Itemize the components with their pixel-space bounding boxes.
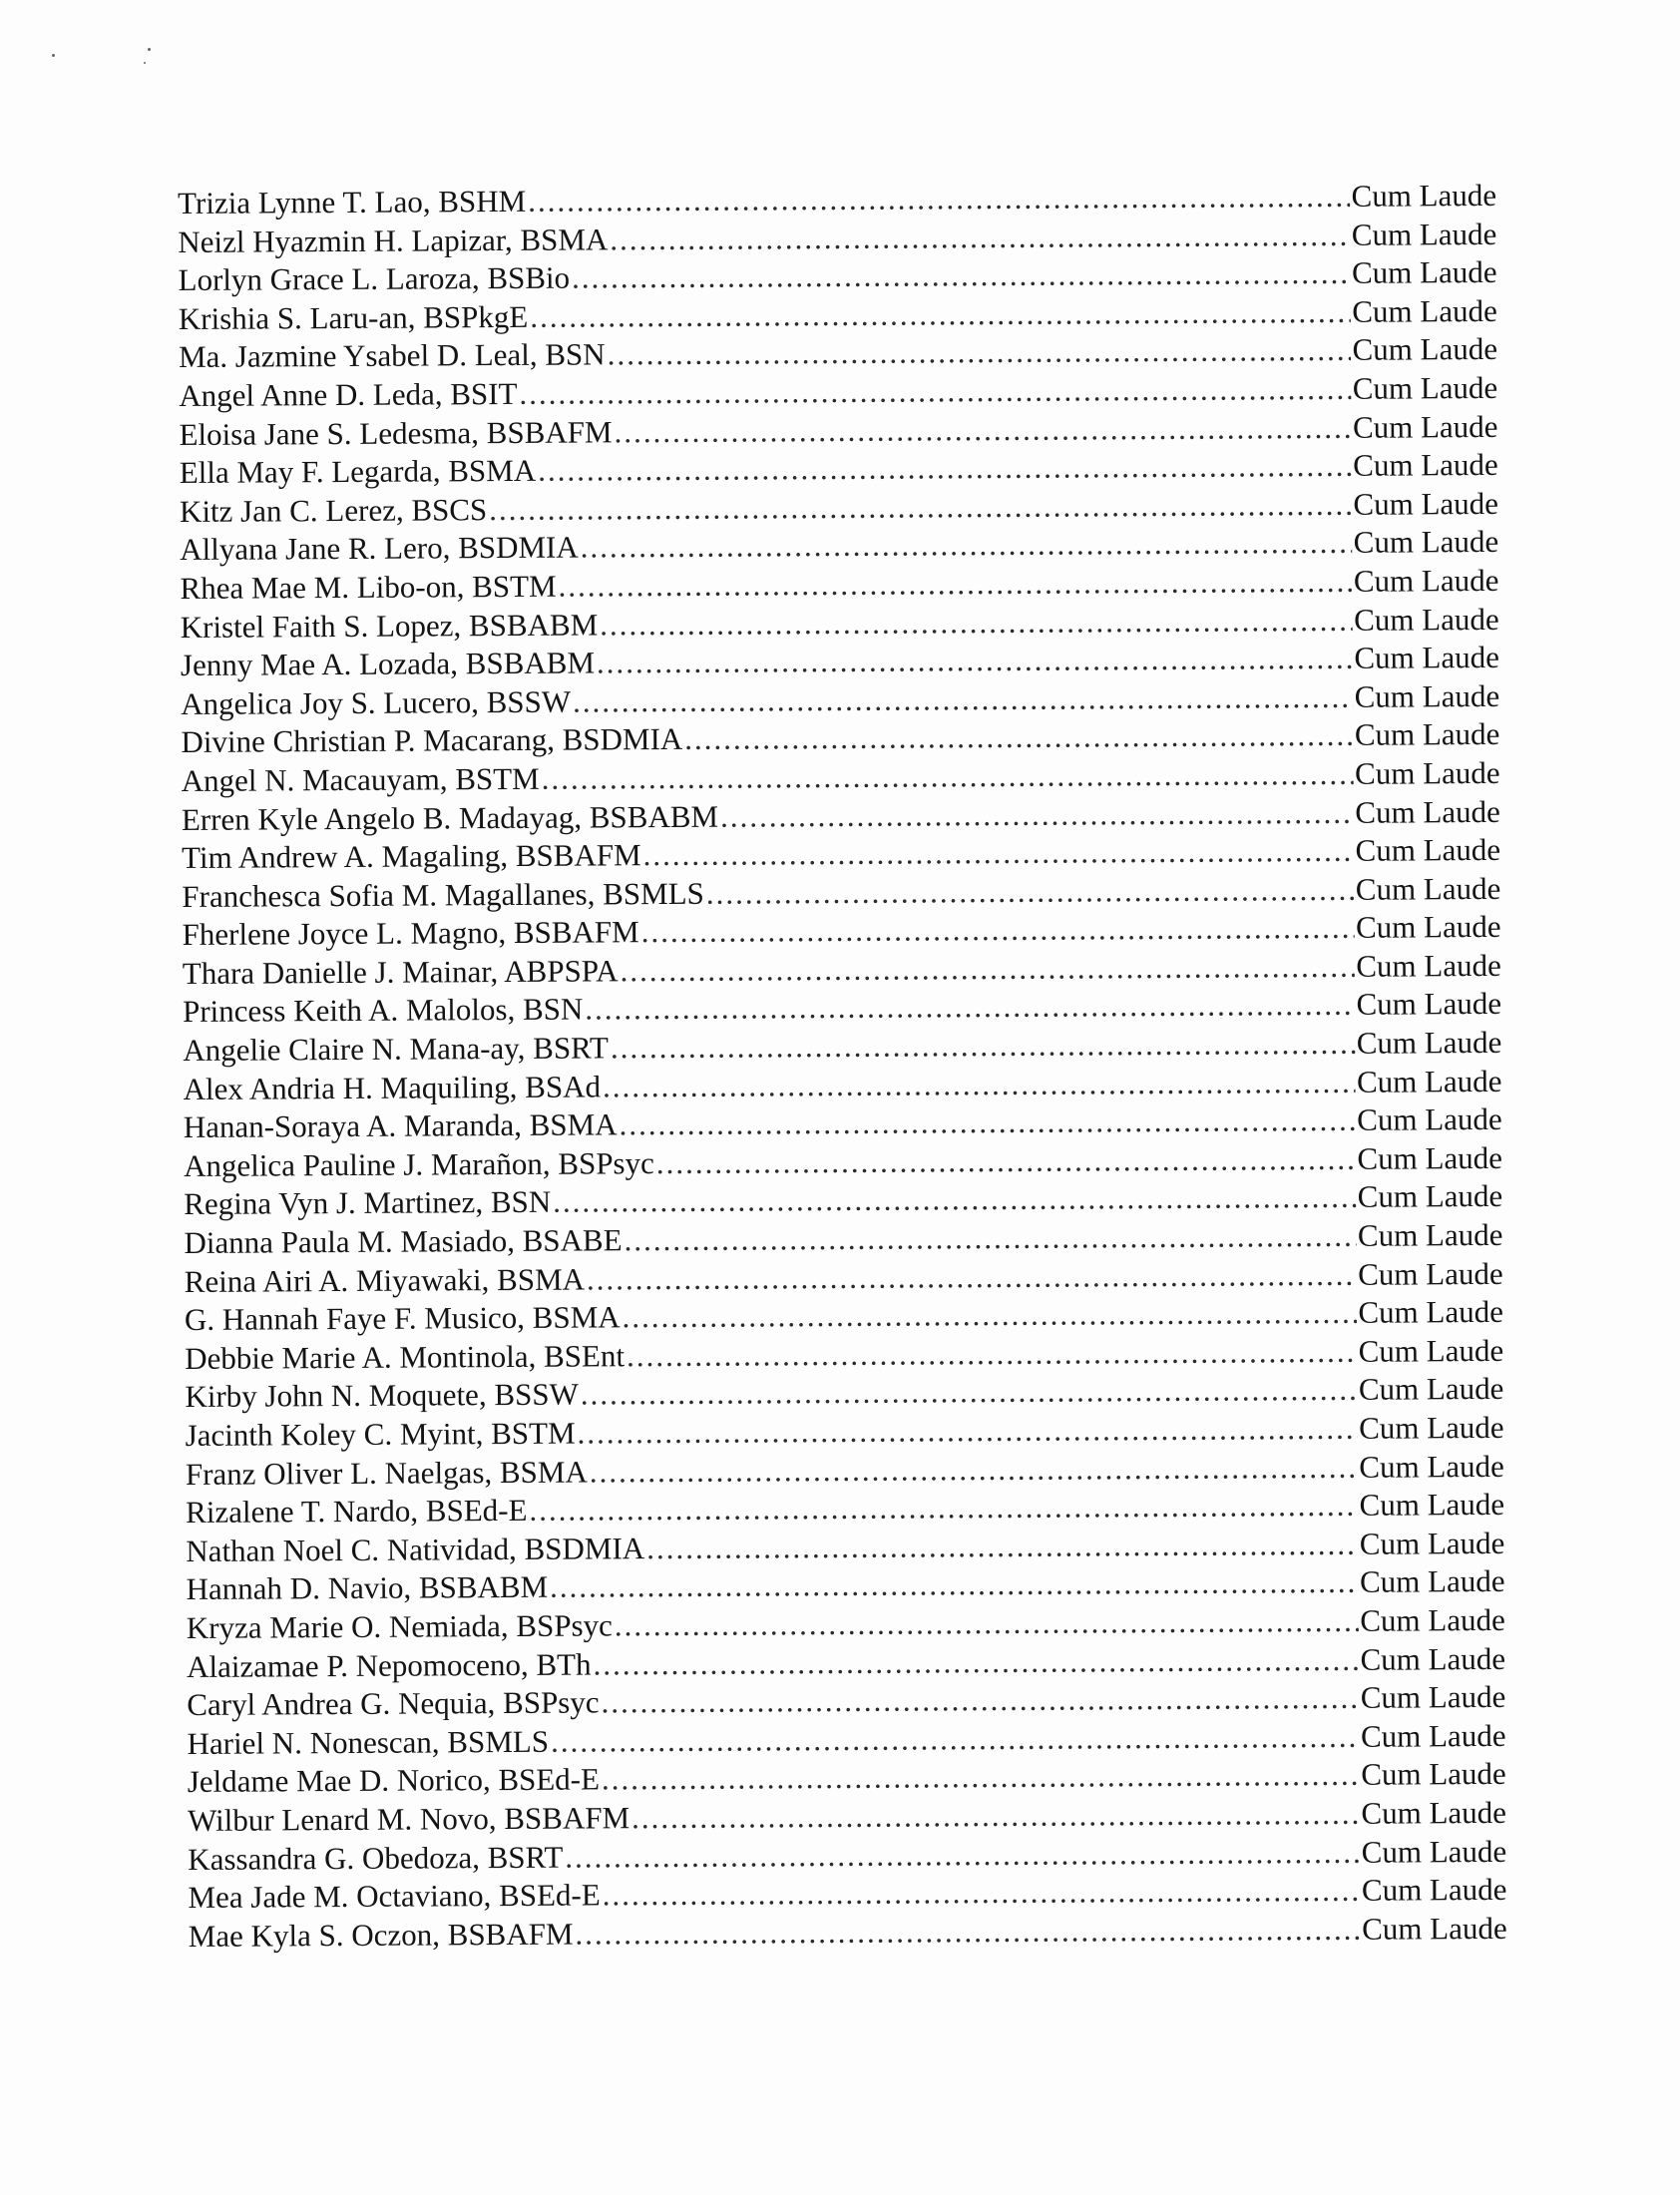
honor-label: Cum Laude: [1356, 1024, 1502, 1061]
leader-dots: [538, 448, 1351, 489]
honor-label: Cum Laude: [1358, 1332, 1504, 1369]
leader-dots: [519, 371, 1350, 412]
leader-dots: [684, 717, 1353, 757]
honor-label: Cum Laude: [1354, 640, 1500, 675]
honoree-name: Ma. Jazmine Ysabel D. Leal, BSN: [178, 336, 606, 375]
leader-dots: [614, 409, 1351, 450]
honoree-name: Jenny Mae A. Lozada, BSBABM: [180, 645, 596, 683]
honor-label: Cum Laude: [1353, 485, 1499, 522]
leader-dots: [572, 255, 1350, 296]
honor-label: Cum Laude: [1361, 1872, 1507, 1908]
leader-dots: [656, 1141, 1356, 1181]
honor-label: Cum Laude: [1355, 754, 1500, 791]
honor-label: Cum Laude: [1353, 447, 1498, 483]
honoree-name: Franz Oliver L. Naelgas, BSMA: [185, 1454, 588, 1492]
leader-dots: [624, 1218, 1356, 1258]
honoree-name: Kitz Jan C. Lerez, BSCS: [179, 491, 488, 529]
honoree-name: Ella May F. Legarda, BSMA: [179, 452, 537, 491]
honoree-name: Trizia Lynne T. Lao, BSHM: [178, 183, 527, 220]
honoree-name: Jeldame Mae D. Norico, BSEd-E: [187, 1761, 601, 1800]
honoree-name: Alex Andria H. Maquiling, BSAd: [183, 1069, 602, 1106]
leader-dots: [619, 1102, 1355, 1143]
leader-dots: [627, 1334, 1357, 1374]
leader-dots: [530, 294, 1350, 335]
honor-label: Cum Laude: [1361, 1756, 1506, 1793]
leader-dots: [575, 1912, 1360, 1953]
honoree-name: Fherlene Joyce L. Magno, BSBAFM: [182, 914, 639, 953]
honoree-row: [189, 1911, 1507, 1958]
leader-dots: [623, 1295, 1357, 1335]
leader-dots: [581, 1372, 1357, 1413]
honor-label: Cum Laude: [1359, 1563, 1505, 1600]
leader-dots: [597, 641, 1353, 681]
leader-dots: [631, 1796, 1360, 1836]
leader-dots: [587, 1256, 1356, 1297]
honor-label: Cum Laude: [1358, 1371, 1504, 1408]
honor-label: Cum Laude: [1354, 601, 1499, 638]
honor-label: Cum Laude: [1355, 870, 1501, 907]
leader-dots: [706, 872, 1354, 912]
honor-label: Cum Laude: [1351, 216, 1497, 252]
leader-dots: [642, 833, 1353, 873]
leader-dots: [581, 525, 1352, 566]
honor-label: Cum Laude: [1361, 1794, 1507, 1831]
honoree-name: G. Hannah Faye F. Musico, BSMA: [184, 1299, 621, 1338]
honoree-name: Wilbur Lenard M. Novo, BSBAFM: [187, 1800, 630, 1838]
honoree-name: Erren Kyle Angelo B. Madayag, BSBABM: [181, 798, 719, 837]
honoree-name: Angel N. Macauyam, BSTM: [181, 760, 540, 798]
honoree-name: Rizalene T. Nardo, BSEd-E: [186, 1493, 528, 1531]
honor-label: Cum Laude: [1351, 177, 1497, 214]
honoree-name: Reina Airi A. Miyawaki, BSMA: [184, 1261, 586, 1299]
leader-dots: [585, 987, 1354, 1028]
scan-speck: [148, 48, 151, 51]
honor-label: Cum Laude: [1355, 832, 1501, 868]
honor-label: Cum Laude: [1357, 1101, 1502, 1138]
honor-label: Cum Laude: [1360, 1717, 1506, 1754]
honoree-name: Eloisa Jane S. Ledesma, BSBAFM: [179, 413, 613, 452]
honor-label: Cum Laude: [1356, 947, 1501, 984]
leader-dots: [646, 1527, 1358, 1566]
honoree-name: Divine Christian P. Macarang, BSDMIA: [181, 721, 683, 760]
scan-specks: [40, 44, 160, 74]
honor-label: Cum Laude: [1359, 1525, 1505, 1561]
honor-label: Cum Laude: [1358, 1294, 1504, 1331]
leader-dots: [565, 1834, 1360, 1875]
leader-dots: [542, 756, 1354, 797]
honoree-name: Allyana Jane R. Lero, BSDMIA: [180, 529, 579, 568]
leader-dots: [602, 1757, 1359, 1798]
honor-label: Cum Laude: [1352, 369, 1498, 406]
honors-list: [178, 178, 1507, 1957]
leader-dots: [601, 1680, 1358, 1721]
honoree-name: Franchesca Sofia M. Magallanes, BSMLS: [182, 875, 704, 914]
honoree-name: Tim Andrew A. Magaling, BSBAFM: [182, 837, 641, 876]
honoree-name: Thara Danielle J. Mainar, ABPSPA: [182, 953, 619, 991]
honor-label: Cum Laude: [1355, 909, 1501, 946]
honoree-name: Alaizamae P. Nepomoceno, BTh: [186, 1646, 592, 1684]
honoree-name: Hanan-Soraya A. Maranda, BSMA: [183, 1106, 618, 1145]
honor-label: Cum Laude: [1356, 986, 1502, 1023]
leader-dots: [489, 487, 1351, 528]
honoree-name: Krishia S. Laru-an, BSPkgE: [178, 298, 529, 336]
honoree-name: Hariel N. Nonescan, BSMLS: [187, 1723, 550, 1761]
honor-label: Cum Laude: [1351, 254, 1497, 290]
honor-label: Cum Laude: [1357, 1178, 1503, 1215]
honoree-name: Angelie Claire N. Mana-ay, BSRT: [183, 1030, 609, 1069]
honoree-name: Hannah D. Navio, BSBABM: [186, 1569, 549, 1607]
honoree-name: Regina Vyn J. Martinez, BSN: [184, 1184, 552, 1222]
honor-label: Cum Laude: [1360, 1640, 1506, 1677]
honor-label: Cum Laude: [1352, 408, 1498, 445]
honoree-name: Debbie Marie A. Montinola, BSEnt: [185, 1338, 626, 1376]
leader-dots: [610, 217, 1350, 257]
honor-label: Cum Laude: [1354, 716, 1500, 753]
honor-label: Cum Laude: [1358, 1255, 1503, 1292]
leader-dots: [529, 1488, 1357, 1529]
leader-dots: [553, 1179, 1356, 1220]
honor-label: Cum Laude: [1352, 331, 1498, 368]
scan-speck: [52, 54, 55, 57]
honoree-name: Kristel Faith S. Lopez, BSBABM: [180, 606, 599, 645]
leader-dots: [603, 1064, 1355, 1104]
honoree-name: Mae Kyla S. Oczon, BSBAFM: [188, 1916, 574, 1954]
honor-label: Cum Laude: [1361, 1833, 1507, 1870]
leader-dots: [528, 179, 1350, 220]
leader-dots: [558, 564, 1352, 605]
honor-label: Cum Laude: [1357, 1216, 1503, 1253]
leader-dots: [603, 1873, 1360, 1914]
honor-label: Cum Laude: [1355, 793, 1500, 830]
honor-label: Cum Laude: [1352, 292, 1497, 329]
honor-label: Cum Laude: [1362, 1910, 1507, 1947]
honor-label: Cum Laude: [1360, 1679, 1506, 1715]
leader-dots: [577, 1411, 1357, 1452]
leader-dots: [615, 1603, 1359, 1644]
leader-dots: [641, 910, 1355, 950]
leader-dots: [611, 1026, 1355, 1067]
honoree-name: Lorlyn Grace L. Laroza, BSBio: [178, 259, 571, 298]
honor-label: Cum Laude: [1354, 677, 1500, 714]
leader-dots: [551, 1719, 1359, 1760]
leader-dots: [550, 1564, 1358, 1605]
leader-dots: [590, 1449, 1358, 1490]
honor-label: Cum Laude: [1356, 1063, 1502, 1099]
honoree-name: Mea Jade M. Octaviano, BSEd-E: [188, 1877, 601, 1916]
honoree-name: Caryl Andrea G. Nequia, BSPsyc: [187, 1684, 600, 1723]
scan-speck: [144, 62, 146, 64]
leader-dots: [600, 602, 1352, 643]
honoree-name: Kassandra G. Obedoza, BSRT: [188, 1839, 564, 1877]
leader-dots: [720, 794, 1354, 834]
honoree-name: Kirby John N. Moquete, BSSW: [185, 1376, 579, 1415]
honoree-name: Princess Keith A. Malolos, BSN: [182, 992, 584, 1030]
honoree-name: Angel Anne D. Leda, BSIT: [179, 375, 518, 413]
honor-label: Cum Laude: [1359, 1448, 1504, 1485]
honoree-name: Jacinth Koley C. Myint, BSTM: [185, 1415, 576, 1453]
honor-label: Cum Laude: [1353, 562, 1499, 599]
honoree-name: Neizl Hyazmin H. Lapizar, BSMA: [178, 220, 609, 259]
honor-label: Cum Laude: [1353, 524, 1499, 561]
honor-label: Cum Laude: [1360, 1601, 1505, 1638]
leader-dots: [608, 332, 1351, 373]
leader-dots: [593, 1641, 1358, 1682]
honoree-name: Nathan Noel C. Natividad, BSDMIA: [186, 1530, 645, 1568]
honor-label: Cum Laude: [1357, 1139, 1503, 1176]
leader-dots: [620, 949, 1354, 989]
honor-label: Cum Laude: [1359, 1409, 1504, 1446]
honoree-name: Kryza Marie O. Nemiada, BSPsyc: [186, 1607, 613, 1645]
honoree-name: Angelica Joy S. Lucero, BSSW: [181, 683, 572, 721]
leader-dots: [573, 679, 1353, 720]
honoree-name: Dianna Paula M. Masiado, BSABE: [184, 1222, 623, 1261]
honoree-name: Rhea Mae M. Libo-on, BSTM: [180, 568, 557, 606]
honor-label: Cum Laude: [1359, 1487, 1505, 1523]
honoree-name: Angelica Pauline J. Marañon, BSPsyc: [183, 1144, 654, 1183]
